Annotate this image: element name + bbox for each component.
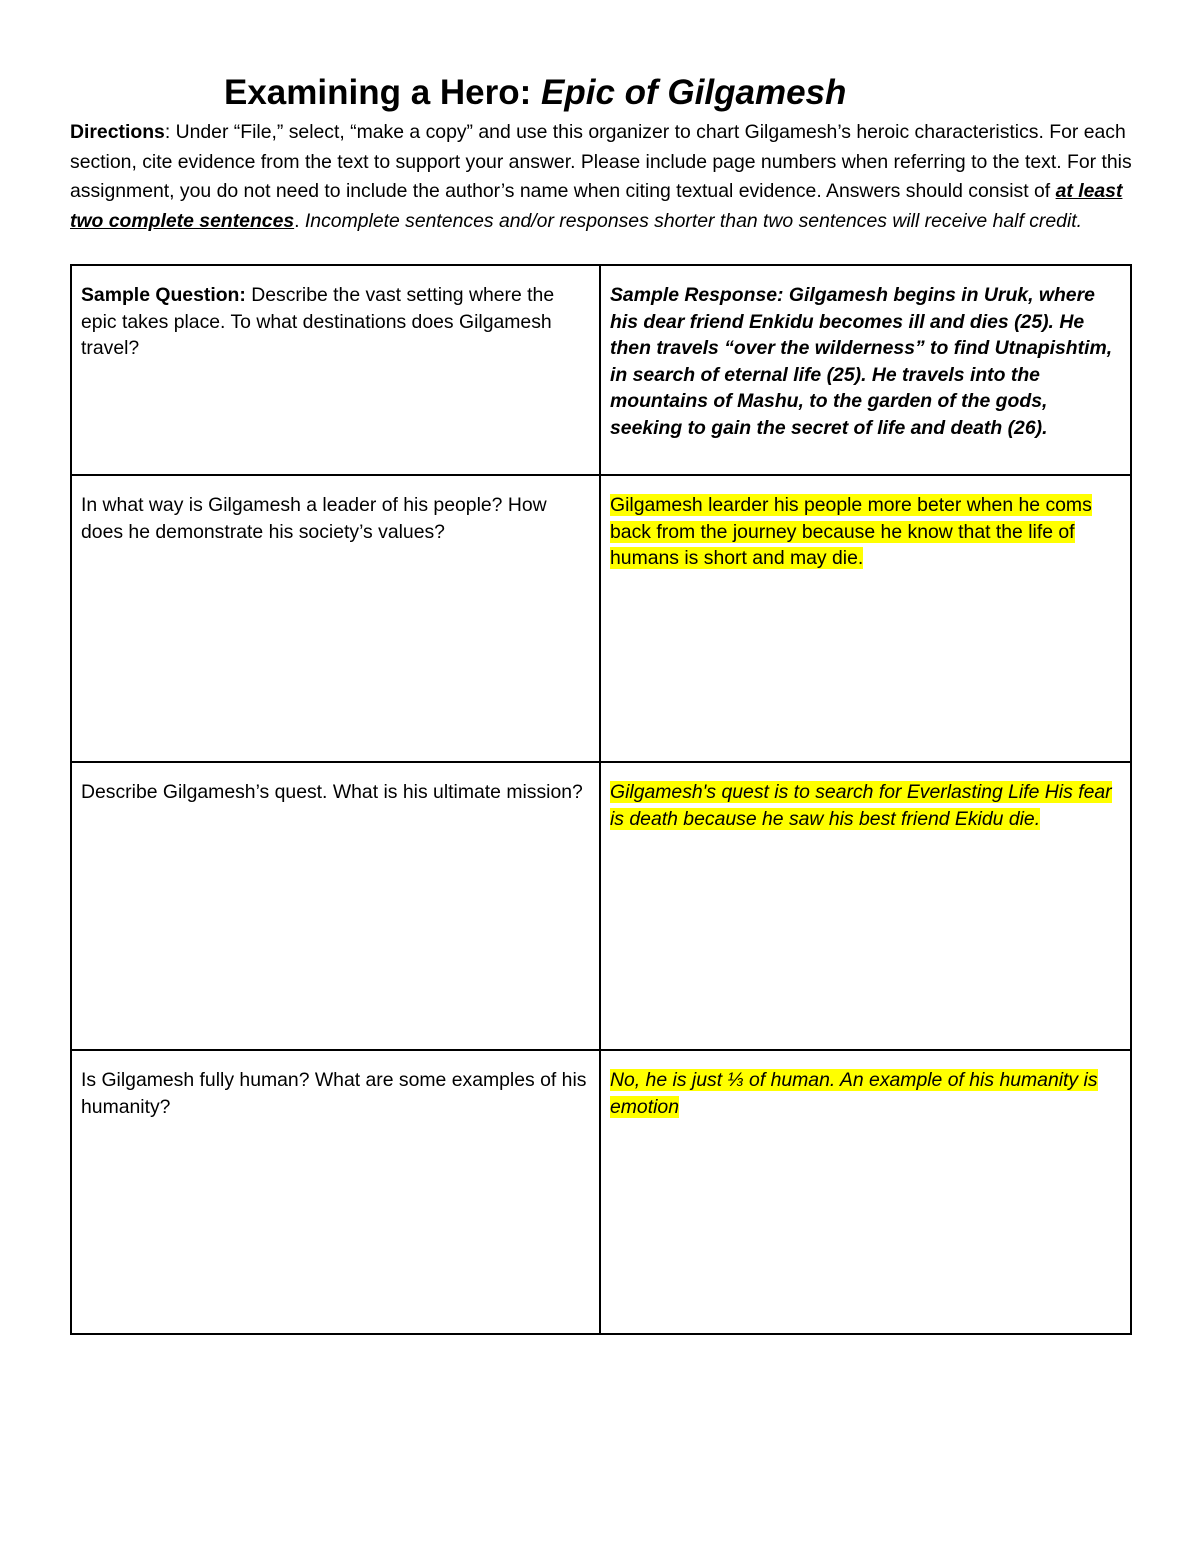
question-text: In what way is Gilgamesh a leader of his people? How does he demonstrate his society’s values? bbox=[81, 494, 547, 543]
directions-label: Directions bbox=[70, 121, 165, 143]
directions bbox=[70, 118, 1132, 236]
sample-response-cell[interactable] bbox=[601, 266, 1130, 474]
directions-text: : Under “File,” select, “make a copy” and use this organizer to chart Gilgamesh’s heroic characteristics. For each section, cite evidence from the text to support your answer. Please include page numbers when referring to the text. For this assignment, you do not need to include the author’s name when citing textual evidence. Answers should consist of bbox=[70, 121, 1132, 202]
answer-cell-human[interactable] bbox=[601, 1049, 1130, 1333]
answer-cell-leader[interactable] bbox=[601, 474, 1130, 761]
sample-response-text: Sample Response: Gilgamesh begins in Uruk, where his dear friend Enkidu becomes ill and dies (25). He then travels “over the wilderness” to find Utnapishtim, in search of eternal life (25). He travels into the mountains of Mashu, to the garden of the gods, seeking to gain the secret of life and death (26). bbox=[610, 284, 1113, 439]
answer-cell-quest[interactable] bbox=[601, 761, 1130, 1049]
question-text: Describe Gilgamesh’s quest. What is his ultimate mission? bbox=[81, 781, 583, 803]
sample-question-cell bbox=[72, 266, 601, 474]
answer-text: No, he is just ⅓ of human. An example of his humanity is emotion bbox=[610, 1069, 1098, 1118]
page-title bbox=[224, 72, 846, 114]
question-cell-human bbox=[72, 1049, 601, 1333]
sample-question-label: Sample Question: bbox=[81, 284, 246, 306]
directions-note: Incomplete sentences and/or responses shorter than two sentences will receive half credit. bbox=[304, 209, 1083, 232]
title-italic: Epic of Gilgamesh bbox=[541, 73, 847, 112]
organizer-table bbox=[70, 264, 1132, 1335]
answer-text: Gilgamesh's quest is to search for Everlasting Life His fear is death because he saw his best friend Ekidu die. bbox=[610, 781, 1112, 830]
answer-text: Gilgamesh learder his people more beter when he coms back from the journey because he know that the life of humans is short and may die. bbox=[610, 494, 1092, 569]
sample-question-text: Describe the vast setting where the epic takes place. To what destinations does Gilgamesh travel? bbox=[81, 284, 555, 359]
title-plain: Examining a Hero: bbox=[224, 73, 542, 112]
question-text: Is Gilgamesh fully human? What are some examples of his humanity? bbox=[81, 1069, 587, 1118]
directions-emphasis: at least two complete sentences bbox=[70, 180, 1123, 232]
question-cell-quest bbox=[72, 761, 601, 1049]
directions-text-2: . bbox=[294, 209, 305, 232]
question-cell-leader bbox=[72, 474, 601, 761]
